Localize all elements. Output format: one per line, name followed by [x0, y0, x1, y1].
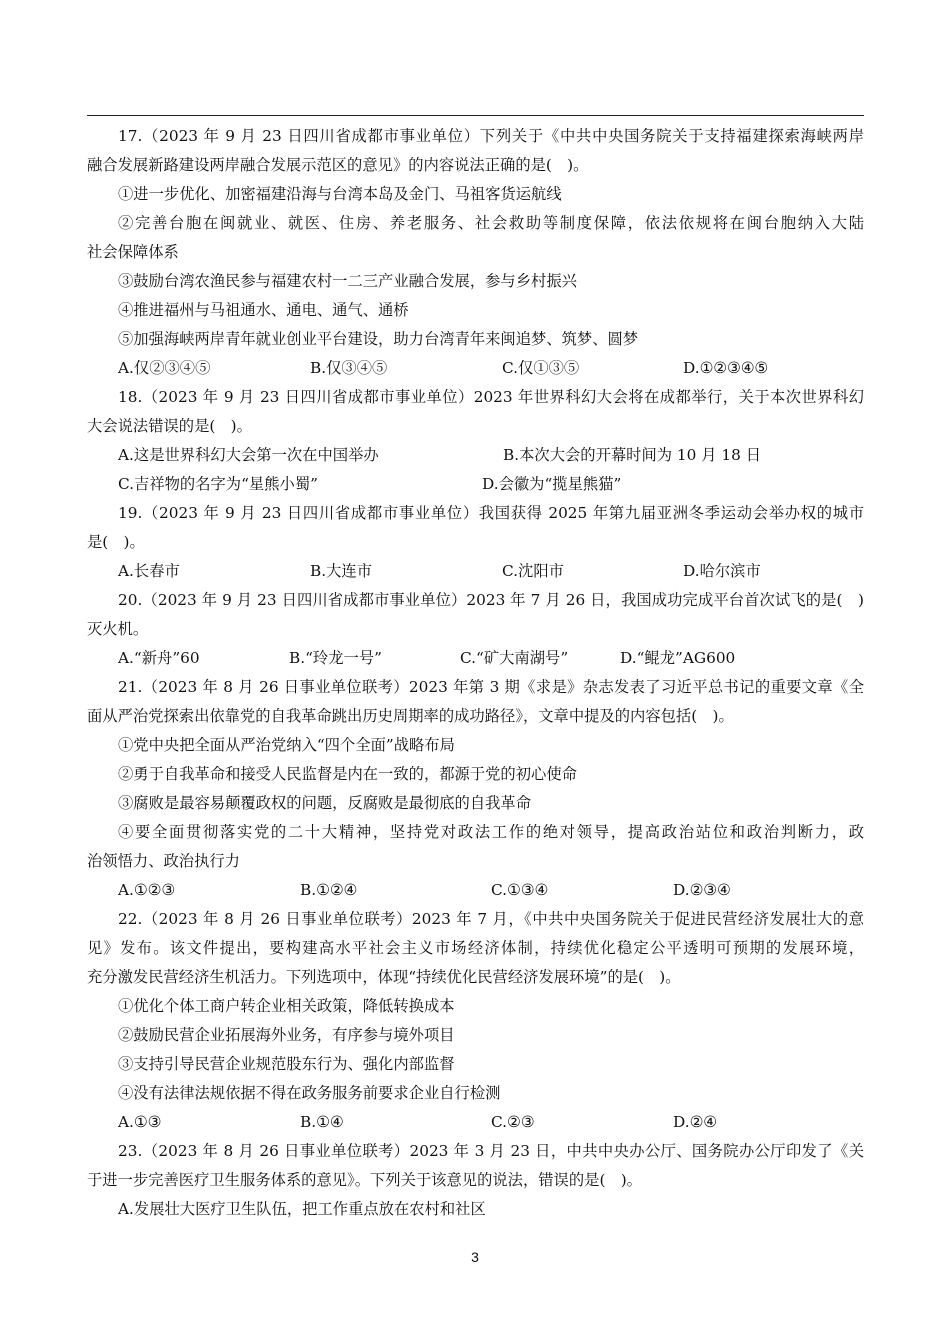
q17-option-b: B.仅③④⑤: [310, 359, 388, 377]
q20-option-d: D.“鲲龙”AG600: [620, 649, 736, 667]
q21-option-a: A.①②③: [118, 881, 176, 899]
q21-item-1: ①党中央把全面从严治党纳入“四个全面”战略布局: [118, 736, 455, 754]
q23-option-a: A.发展壮大医疗卫生队伍，把工作重点放在农村和社区: [118, 1200, 486, 1218]
q18-options-row2: [87, 470, 864, 499]
q17-item-3: ③鼓励台湾农渔民参与福建农村一二三产业融合发展，参与乡村振兴: [118, 272, 577, 290]
page-number: 3: [471, 1249, 479, 1265]
q21-stem-line2: 面从严治党探索出依靠党的自我革命跳出历史周期率的成功路径》，文章中提及的内容包括( )。: [87, 707, 734, 725]
q17-item-1: ①进一步优化、加密福建沿海与台湾本岛及金门、马祖客货运航线: [118, 185, 562, 203]
q17-option-c: C.仅①③⑤: [502, 359, 580, 377]
q21-stem-line1: 21.（2023 年 8 月 26 日事业单位联考）2023 年第 3 期《求是》杂志发表了习近平总书记的重要文章《全: [118, 678, 864, 696]
q17-options: [87, 354, 864, 383]
q19-option-a: A.长春市: [118, 562, 180, 580]
q21-item-4-line2: 治领悟力、政治执行力: [87, 852, 240, 870]
q21-option-d: D.②③④: [673, 881, 731, 899]
q17-item-2-line2: 社会保障体系: [87, 243, 179, 261]
q17-option-d: D.①②③④⑤: [683, 359, 769, 377]
q23-stem-line2: 于进一步完善医疗卫生服务体系的意见》。下列关于该意见的说法，错误的是( )。: [87, 1171, 642, 1189]
q22-option-d: D.②④: [673, 1113, 718, 1131]
q17-item-4: ④推进福州与马祖通水、通电、通气、通桥: [118, 301, 409, 319]
q20-stem-line2: 灭火机。: [87, 620, 149, 638]
q21-item-3: ③腐败是最容易颠覆政权的问题，反腐败是最彻底的自我革命: [118, 794, 532, 812]
q17-option-a: A.仅②③④⑤: [118, 359, 211, 377]
q22-item-1: ①优化个体工商户转企业相关政策，降低转换成本: [118, 997, 455, 1015]
q20-option-b: B.“玲龙一号”: [289, 649, 382, 667]
document-body: [87, 122, 864, 1224]
q20-option-c: C.“矿大南湖号”: [460, 649, 569, 667]
q18-stem-line2: 大会说法错误的是( )。: [87, 417, 252, 435]
q19-option-d: D.哈尔滨市: [683, 562, 761, 580]
q19-option-c: C.沈阳市: [502, 562, 564, 580]
q20-stem-line1: 20.（2023 年 9 月 23 日四川省成都市事业单位）2023 年 7 月 26 日，我国成功完成平台首次试飞的是( ): [118, 591, 864, 609]
q19-options: [87, 557, 864, 586]
q19-option-b: B.大连市: [310, 562, 372, 580]
q21-option-c: C.①③④: [491, 881, 549, 899]
q17-stem-line2: 融合发展新路建设两岸融合发展示范区的意见》的内容说法正确的是( )。: [87, 156, 589, 174]
q18-option-b: B.本次大会的开幕时间为 10 月 18 日: [503, 446, 762, 464]
q22-item-4: ④没有法律法规依据不得在政务服务前要求企业自行检测: [118, 1084, 501, 1102]
q17-stem-line1: 17.（2023 年 9 月 23 日四川省成都市事业单位）下列关于《中共中央国务院关于支持福建探索海峡两岸: [118, 127, 864, 145]
q18-option-c: C.吉祥物的名字为“星熊小蜀”: [118, 475, 318, 493]
q21-item-4-line1: ④要全面贯彻落实党的二十大精神，坚持党对政法工作的绝对领导，提高政治站位和政治判断力，政: [118, 823, 864, 841]
q18-option-d: D.会徽为“揽星熊猫”: [482, 475, 622, 493]
q22-stem-line3: 充分激发民营经济生机活力。下列选项中，体现“持续优化民营经济发展环境”的是( )。: [87, 968, 681, 986]
q22-stem-line2: 见》发布。该文件提出，要构建高水平社会主义市场经济体制，持续优化稳定公平透明可预期的发展环境，: [87, 939, 864, 957]
q20-options: [87, 644, 864, 673]
q17-item-5: ⑤加强海峡两岸青年就业创业平台建设，助力台湾青年来闽追梦、筑梦、圆梦: [118, 330, 639, 348]
q22-option-c: C.②③: [491, 1113, 535, 1131]
q20-option-a: A.“新舟”60: [118, 649, 200, 667]
header-rule: [87, 115, 864, 116]
q22-stem-line1: 22.（2023 年 8 月 26 日事业单位联考）2023 年 7 月，《中共中央国务院关于促进民营经济发展壮大的意: [118, 910, 864, 928]
q23-stem-line1: 23.（2023 年 8 月 26 日事业单位联考）2023 年 3 月 23 日，中共中央办公厅、国务院办公厅印发了《关: [118, 1142, 864, 1160]
q18-option-a: A.这是世界科幻大会第一次在中国举办: [118, 446, 379, 464]
q22-item-3: ③支持引导民营企业规范股东行为、强化内部监督: [118, 1055, 455, 1073]
q18-options-row1: [87, 441, 864, 470]
q21-option-b: B.①②④: [300, 881, 358, 899]
q21-item-2: ②勇于自我革命和接受人民监督是内在一致的，都源于党的初心使命: [118, 765, 577, 783]
q22-option-b: B.①④: [300, 1113, 344, 1131]
q19-stem-line1: 19.（2023 年 9 月 23 日四川省成都市事业单位）我国获得 2025 年第九届亚洲冬季运动会举办权的城市: [118, 504, 864, 522]
q22-option-a: A.①③: [118, 1113, 162, 1131]
q18-stem-line1: 18.（2023 年 9 月 23 日四川省成都市事业单位）2023 年世界科幻大会将在成都举行，关于本次世界科幻: [118, 388, 864, 406]
q22-item-2: ②鼓励民营企业拓展海外业务，有序参与境外项目: [118, 1026, 455, 1044]
q21-options: [87, 876, 864, 905]
q22-options: [87, 1108, 864, 1137]
q17-item-2-line1: ②完善台胞在闽就业、就医、住房、养老服务、社会救助等制度保障，依法依规将在闽台胞纳入大陆: [118, 214, 864, 232]
q19-stem-line2: 是( )。: [87, 533, 145, 551]
